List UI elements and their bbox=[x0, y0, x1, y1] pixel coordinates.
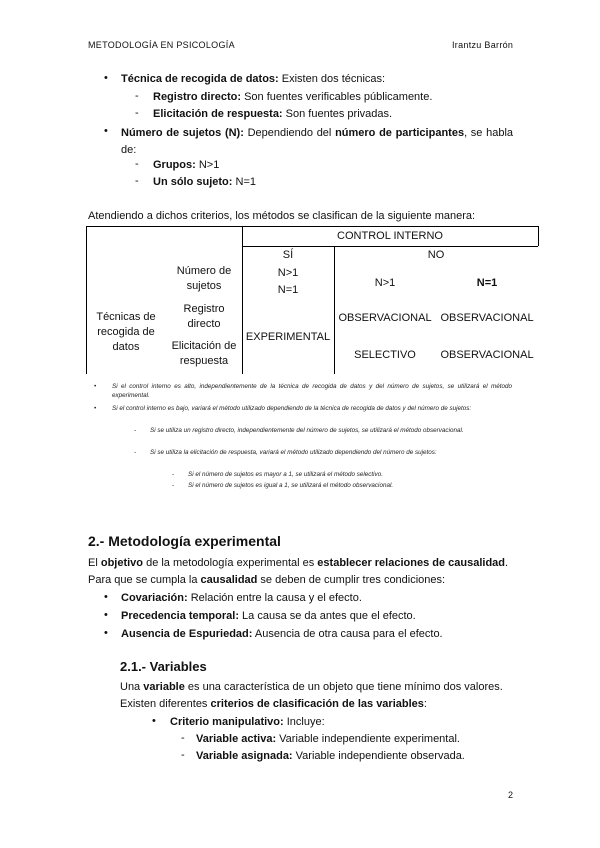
list-item: Ausencia de Espuriedad: Ausencia de otra causa para el efecto. bbox=[121, 628, 443, 640]
paragraph: Existen diferentes criterios de clasificación de las variables: bbox=[120, 698, 427, 710]
dash-icon: - bbox=[135, 90, 139, 102]
no-header: NO bbox=[427, 249, 445, 261]
bullet-icon: • bbox=[152, 715, 156, 727]
si-n-eq1: N=1 bbox=[277, 284, 299, 296]
dash-icon: - bbox=[181, 749, 185, 761]
observacional-cell: OBSERVACIONAL bbox=[440, 349, 534, 361]
page-number: 2 bbox=[508, 790, 514, 800]
note-item: Si el control interno es alto, independientemente de la técnica de recogida de datos y del número de sujetos, se utilizará el método experimental. bbox=[112, 383, 512, 399]
list-item: Técnica de recogida de datos: Existen dos técnicas: bbox=[121, 73, 386, 85]
paragraph: Una variable es una característica de un objeto que tiene mínimo dos valores. bbox=[120, 681, 503, 693]
observacional-cell: OBSERVACIONAL bbox=[440, 312, 534, 324]
list-item: Un sólo sujeto: N=1 bbox=[153, 176, 256, 188]
dash-icon: - bbox=[135, 158, 139, 170]
methods-table bbox=[86, 226, 538, 374]
bullet-icon: • bbox=[94, 383, 97, 390]
list-item: Grupos: N>1 bbox=[153, 159, 220, 171]
list-item: Registro directo: Son fuentes verificables públicamente. bbox=[153, 91, 433, 103]
section-title: 2.- Metodología experimental bbox=[88, 533, 281, 549]
list-item: Criterio manipulativo: Incluye: bbox=[170, 716, 325, 728]
table-intro: Atendiendo a dichos criterios, los métodos se clasifican de la siguiente manera: bbox=[88, 210, 476, 222]
bullet-icon: • bbox=[104, 591, 108, 603]
selectivo-cell: SELECTIVO bbox=[354, 349, 416, 361]
control-interno-header: CONTROL INTERNO bbox=[337, 230, 443, 242]
observacional-cell: OBSERVACIONAL bbox=[338, 312, 432, 324]
registro-label: Registro directo bbox=[183, 303, 225, 330]
list-item: Variable asignada: Variable independiente observada. bbox=[196, 750, 465, 762]
dash-icon: - bbox=[135, 107, 139, 119]
bullet-icon: • bbox=[104, 627, 108, 639]
note-item: Si se utiliza la elicitación de respuesta, variará el método utilizado dependiendo del número de sujetos: bbox=[150, 449, 437, 456]
list-item: Precedencia temporal: La causa se da antes que el efecto. bbox=[121, 610, 416, 622]
dash-icon: - bbox=[172, 471, 175, 478]
list-item: Número de sujetos (N): Dependiendo del número de participantes, se habla de: bbox=[121, 127, 514, 156]
dash-icon: - bbox=[134, 427, 137, 434]
bullet-icon: • bbox=[104, 125, 108, 137]
header-author: Irantzu Barrón bbox=[452, 40, 514, 50]
tecnicas-label: Técnicas de recogida de datos bbox=[96, 311, 156, 353]
list-item: Variable activa: Variable independiente experimental. bbox=[196, 733, 460, 745]
note-item: Si el control interno es bajo, variará el método utilizado dependiendo de la técnica de recogida de datos y del número de sujetos: bbox=[112, 405, 472, 412]
bullet-icon: • bbox=[94, 405, 97, 412]
si-header: SÍ bbox=[282, 249, 294, 261]
numero-sujetos-label: Número de sujetos bbox=[176, 265, 232, 292]
dash-icon: - bbox=[134, 449, 137, 456]
dash-icon: - bbox=[135, 175, 139, 187]
no-n-eq1: N=1 bbox=[476, 277, 498, 289]
header-title: METODOLOGÍA EN PSICOLOGÍA bbox=[88, 40, 235, 50]
paragraph: Para que se cumpla la causalidad se deben de cumplir tres condiciones: bbox=[88, 574, 446, 586]
dash-icon: - bbox=[172, 482, 175, 489]
list-item: Covariación: Relación entre la causa y el efecto. bbox=[121, 592, 362, 604]
si-n-gt1: N>1 bbox=[277, 267, 299, 279]
paragraph: El objetivo de la metodología experimental es establecer relaciones de causalidad. bbox=[88, 557, 509, 569]
list-item: Elicitación de respuesta: Son fuentes privadas. bbox=[153, 108, 393, 120]
experimental-cell: EXPERIMENTAL bbox=[245, 331, 331, 343]
note-item: Si se utiliza un registro directo, independientemente del número de sujetos, se utilizará el método observacional. bbox=[150, 427, 464, 434]
dash-icon: - bbox=[181, 732, 185, 744]
bullet-icon: • bbox=[104, 72, 108, 84]
note-item: Si el número de sujetos es mayor a 1, se utilizará el método selectivo. bbox=[188, 471, 383, 478]
elicitacion-label: Elicitación de respuesta bbox=[171, 340, 237, 367]
subsection-title: 2.1.- Variables bbox=[120, 659, 207, 674]
note-item: Si el número de sujetos es igual a 1, se utilizará el método observacional. bbox=[188, 482, 394, 489]
bullet-icon: • bbox=[104, 609, 108, 621]
no-n-gt1: N>1 bbox=[374, 277, 396, 289]
